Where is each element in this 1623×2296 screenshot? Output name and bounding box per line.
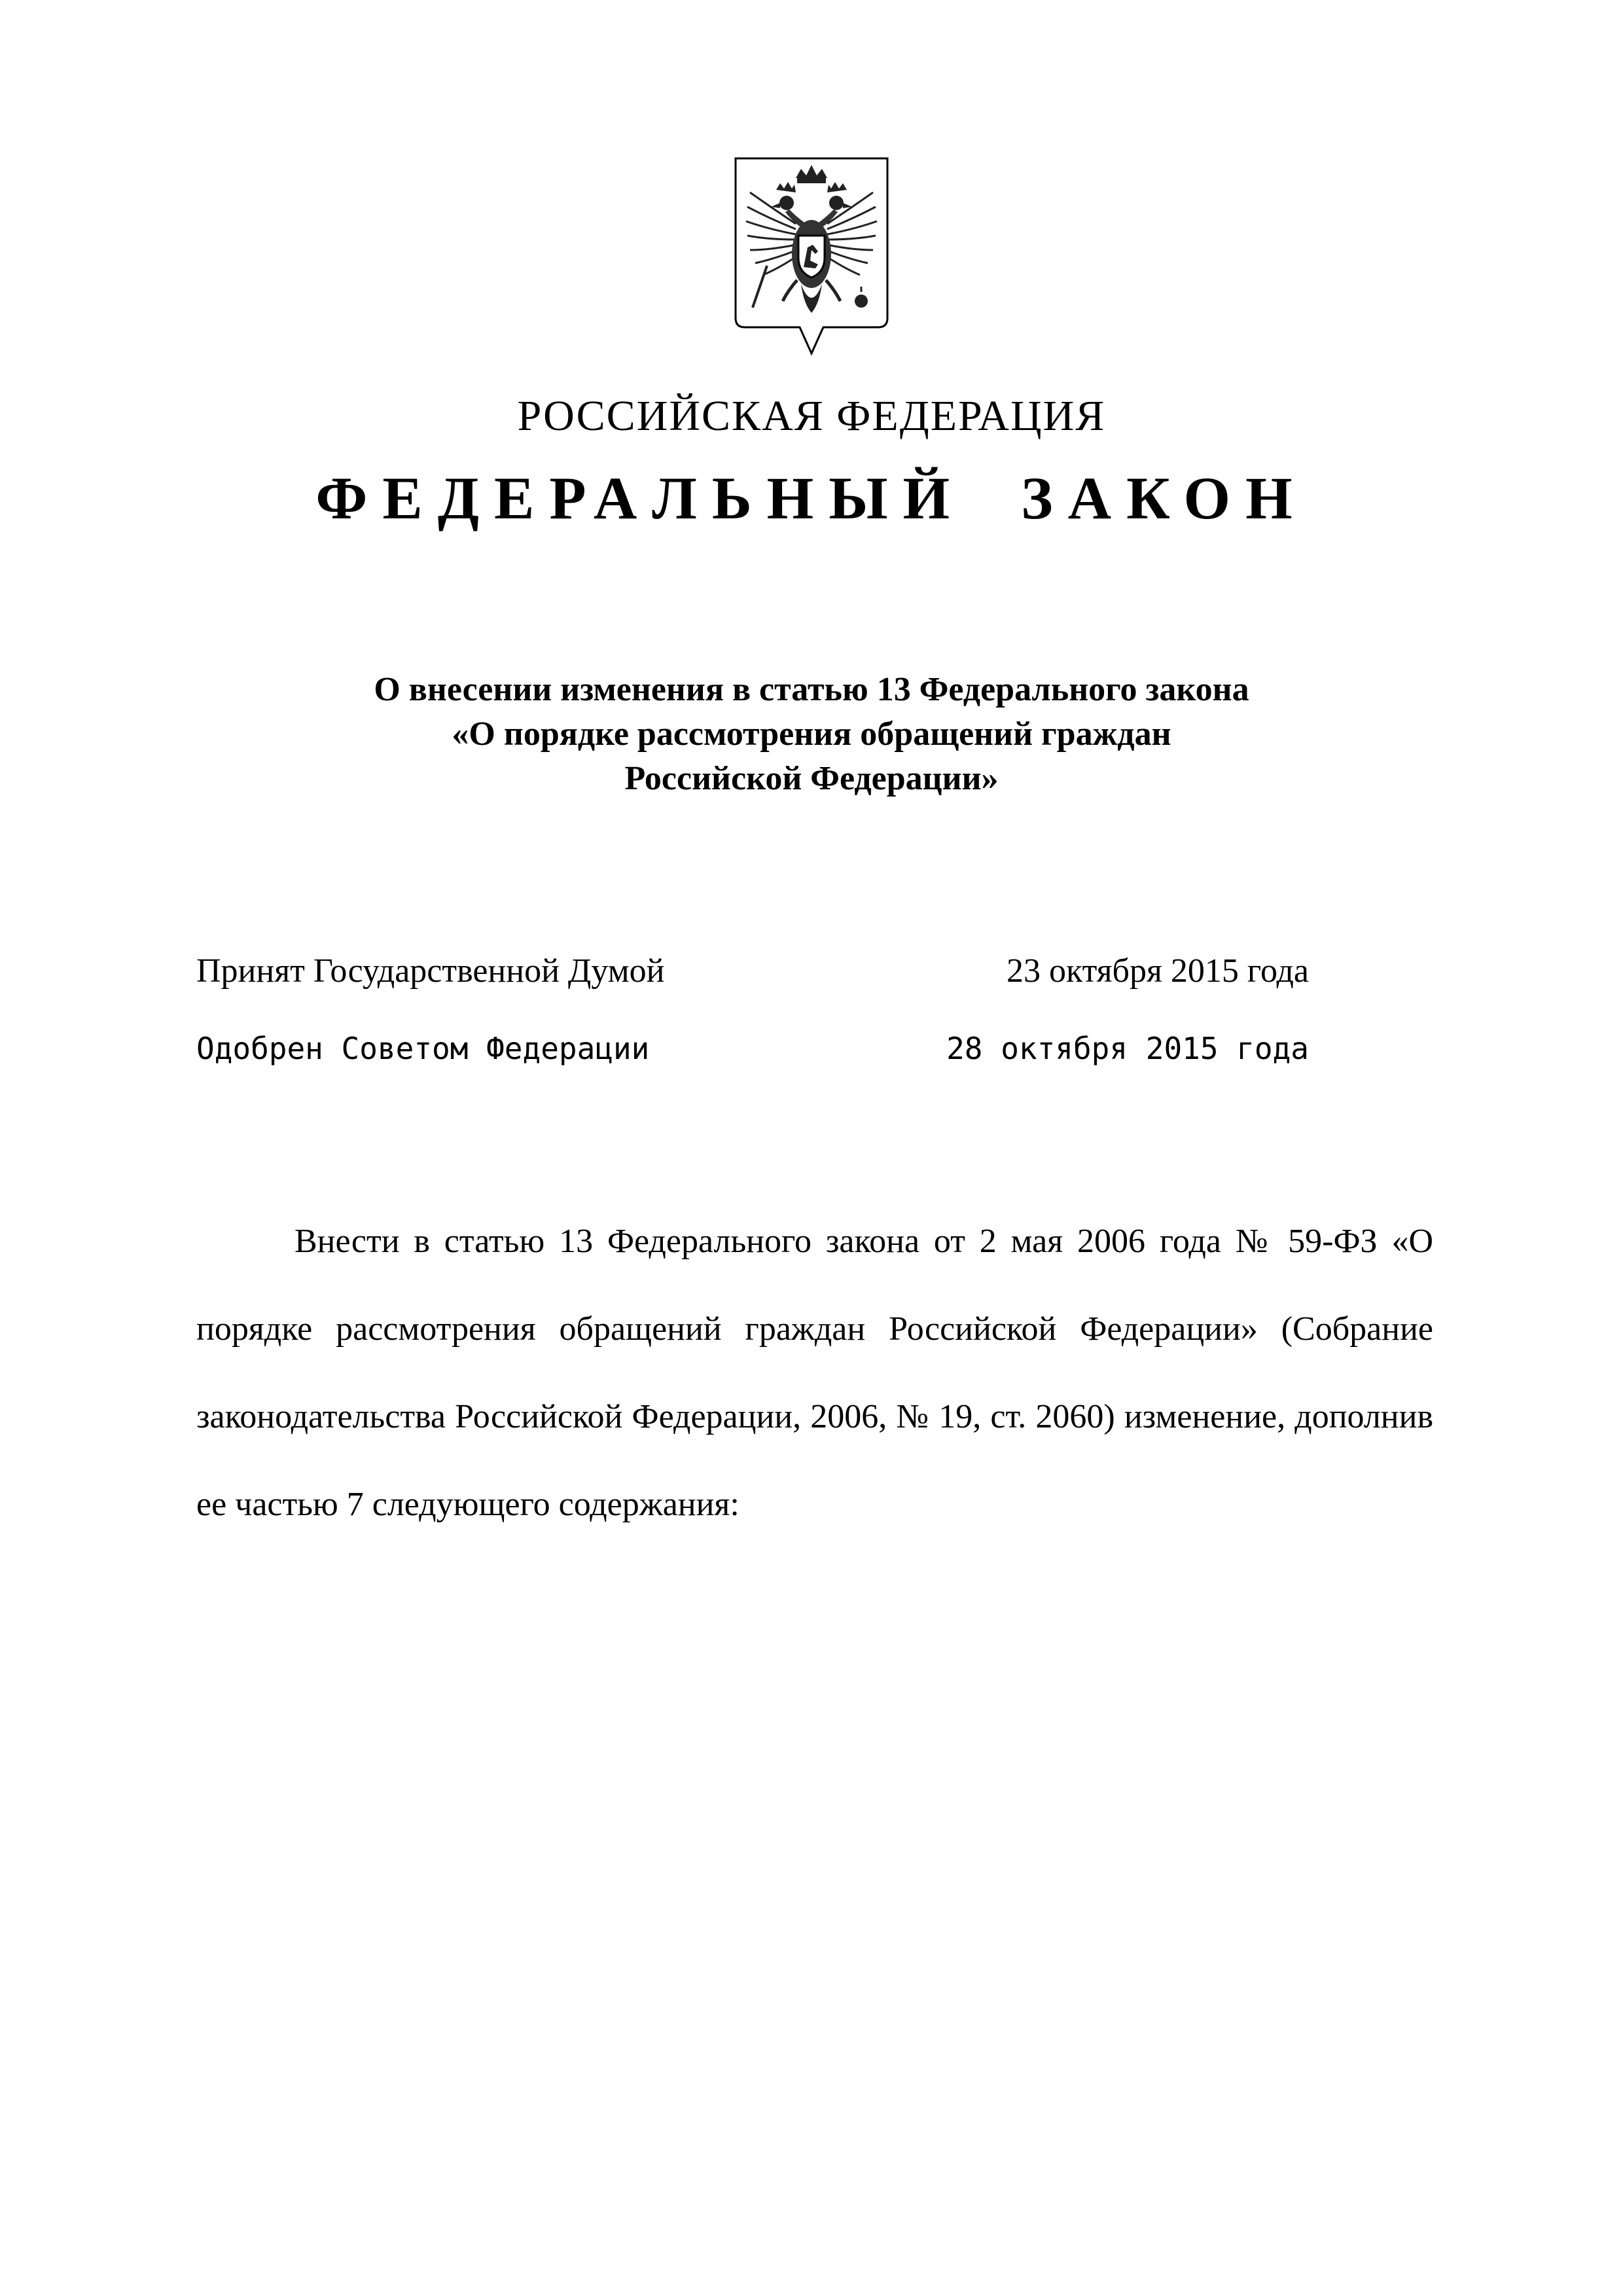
council-approval-date: 28 октября 2015 года (946, 1031, 1309, 1066)
law-title-line: Российской Федерации» (624, 760, 999, 797)
body-paragraph: Внести в статью 13 Федерального закона от 2 мая 2006 года № 59-ФЗ «О порядке рассмотрения обращений граждан Российской Федерации» (Собрание законодательства Российской Федерации, 2006, № 19, ст. 2060) изменение, дополнив ее частью 7 следующего содержания: (196, 1223, 1433, 1523)
duma-adoption-label: Принят Государственной Думой (196, 952, 665, 990)
law-title-line: О внесении изменения в статью 13 Федерального закона (374, 671, 1249, 708)
law-title (196, 668, 1427, 801)
duma-adoption-date: 23 октября 2015 года (1007, 952, 1309, 990)
duma-adoption-row (196, 948, 1309, 995)
council-approval-row (196, 1025, 1309, 1072)
law-title-line: «О порядке рассмотрения обращений граждан (452, 715, 1171, 753)
document-type: ФЕДЕРАЛЬНЫЙ ЗАКОН (315, 465, 1308, 531)
country-name: РОССИЙСКАЯ ФЕДЕРАЦИЯ (517, 392, 1106, 440)
council-approval-label: Одобрен Советом Федерации (196, 1031, 650, 1066)
coat-of-arms-icon (733, 156, 890, 359)
